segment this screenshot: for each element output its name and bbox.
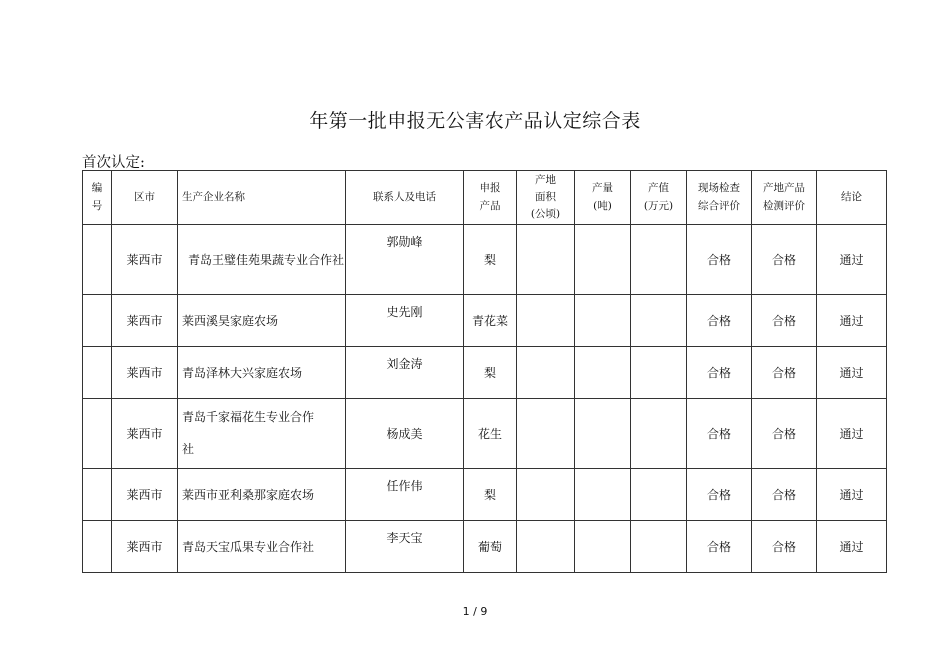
cell-conclusion: 通过 [817, 399, 887, 469]
cell-district: 莱西市 [112, 347, 178, 399]
cell-company: 青岛千家福花生专业合作 社 [178, 399, 346, 469]
cell-value [631, 295, 687, 347]
cell-output [575, 469, 631, 521]
table-row [83, 521, 887, 573]
cell-area [517, 521, 575, 573]
header-district: 区市 [112, 171, 178, 225]
header-output: 产量 (吨) [575, 171, 631, 225]
cell-value [631, 225, 687, 295]
cell-value [631, 347, 687, 399]
header-number: 编 号 [83, 171, 112, 225]
cell-contact: 杨成美 [346, 399, 464, 469]
cell-contact: 刘金涛 [346, 347, 464, 399]
certification-table [82, 170, 887, 573]
cell-value [631, 469, 687, 521]
cell-district: 莱西市 [112, 521, 178, 573]
cell-number [83, 295, 112, 347]
table-row [83, 399, 887, 469]
cell-contact: 李天宝 [346, 521, 464, 573]
table-row [83, 347, 887, 399]
table-header-row [83, 171, 887, 225]
cell-product: 葡萄 [464, 521, 517, 573]
table-row [83, 295, 887, 347]
cell-output [575, 521, 631, 573]
cell-output [575, 347, 631, 399]
cell-output [575, 295, 631, 347]
cell-company: 莱西溪昊家庭农场 [178, 295, 346, 347]
cell-inspection: 合格 [687, 295, 752, 347]
cell-inspection: 合格 [687, 399, 752, 469]
cell-company: 莱西市亚利桑那家庭农场 [178, 469, 346, 521]
cell-number [83, 225, 112, 295]
cell-product: 梨 [464, 347, 517, 399]
cell-conclusion: 通过 [817, 347, 887, 399]
cell-testing: 合格 [752, 347, 817, 399]
cell-district: 莱西市 [112, 469, 178, 521]
cell-number [83, 521, 112, 573]
cell-testing: 合格 [752, 469, 817, 521]
cell-product: 梨 [464, 225, 517, 295]
section-label: 首次认定: [82, 155, 145, 171]
cell-district: 莱西市 [112, 295, 178, 347]
cell-company: 青岛王璧佳苑果蔬专业合作社 [178, 225, 346, 295]
cell-company: 青岛泽林大兴家庭农场 [178, 347, 346, 399]
cell-output [575, 399, 631, 469]
cell-contact: 郭勋峰 [346, 225, 464, 295]
cell-area [517, 469, 575, 521]
cell-testing: 合格 [752, 399, 817, 469]
cell-area [517, 225, 575, 295]
cell-company: 青岛天宝瓜果专业合作社 [178, 521, 346, 573]
header-inspection: 现场检查 综合评价 [687, 171, 752, 225]
cell-inspection: 合格 [687, 225, 752, 295]
table-row [83, 469, 887, 521]
cell-testing: 合格 [752, 225, 817, 295]
cell-district: 莱西市 [112, 225, 178, 295]
document-title: 年第一批申报无公害农产品认定综合表 [309, 110, 641, 132]
cell-testing: 合格 [752, 295, 817, 347]
cell-area [517, 347, 575, 399]
cell-product: 梨 [464, 469, 517, 521]
cell-conclusion: 通过 [817, 469, 887, 521]
cell-conclusion: 通过 [817, 521, 887, 573]
cell-inspection: 合格 [687, 469, 752, 521]
cell-value [631, 399, 687, 469]
cell-contact: 史先刚 [346, 295, 464, 347]
cell-number [83, 347, 112, 399]
cell-product: 花生 [464, 399, 517, 469]
cell-conclusion: 通过 [817, 295, 887, 347]
header-product: 申报 产品 [464, 171, 517, 225]
cell-value [631, 521, 687, 573]
cell-contact: 任作伟 [346, 469, 464, 521]
cell-inspection: 合格 [687, 347, 752, 399]
header-contact: 联系人及电话 [346, 171, 464, 225]
cell-area [517, 295, 575, 347]
header-area: 产地 面积 (公顷) [517, 171, 575, 225]
header-testing: 产地产品 检测评价 [752, 171, 817, 225]
cell-output [575, 225, 631, 295]
table-row [83, 225, 887, 295]
cell-testing: 合格 [752, 521, 817, 573]
header-value: 产值 (万元) [631, 171, 687, 225]
cell-area [517, 399, 575, 469]
cell-number [83, 469, 112, 521]
cell-district: 莱西市 [112, 399, 178, 469]
cell-inspection: 合格 [687, 521, 752, 573]
cell-product: 青花菜 [464, 295, 517, 347]
page-indicator: 1 / 9 [462, 605, 488, 618]
header-company: 生产企业名称 [178, 171, 346, 225]
cell-conclusion: 通过 [817, 225, 887, 295]
header-conclusion: 结论 [817, 171, 887, 225]
cell-number [83, 399, 112, 469]
